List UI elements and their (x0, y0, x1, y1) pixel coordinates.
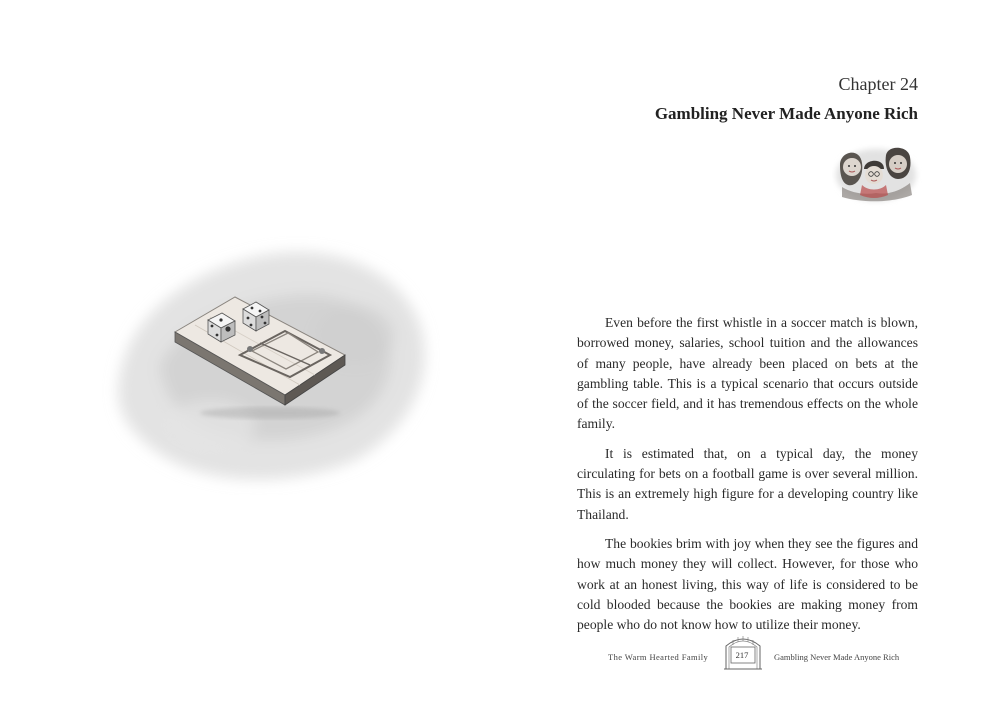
footer-chapter-title: Gambling Never Made Anyone Rich (774, 652, 900, 662)
page-footer (600, 632, 910, 672)
family-faces-icon (832, 135, 922, 207)
body-paragraph: It is estimated that, on a typical day, the money circulating for bets on a football game is over several million. This is an extremely high figure for a developing country like Thailand. (577, 445, 918, 522)
chapter-body-text (577, 313, 918, 644)
mousetrap-with-dice-illustration (100, 225, 440, 495)
body-paragraph: The bookies brim with joy when they see the figures and how much money they will collect. However, for those who work at an honest living, this way of life is considered to be cold blooded because the bookies are making money from people who do not know how to utilize their money. (577, 535, 918, 633)
footer-book-title: The Warm Hearted Family (608, 652, 709, 662)
body-paragraph: Even before the first whistle in a soccer match is blown, borrowed money, salaries, school tuition and the allowances of many people, have already been placed on bets at the gambling table. This is a typical scenario that occurs outside of the soccer field, and it has tremendous effects on the whole family. (577, 315, 918, 432)
chapter-title: Gambling Never Made Anyone Rich (654, 104, 918, 123)
page-number: 217 (735, 650, 749, 660)
chapter-number: Chapter 24 (838, 74, 918, 94)
